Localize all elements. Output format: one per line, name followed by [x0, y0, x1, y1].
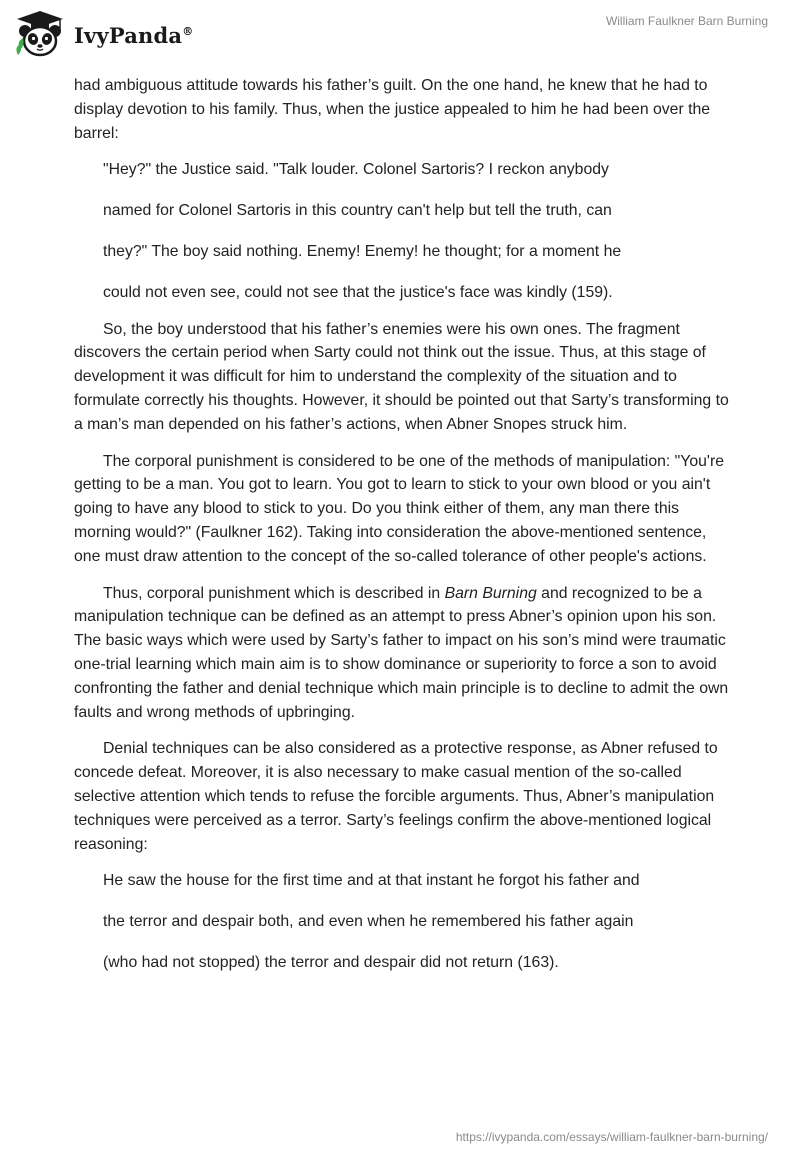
quote-line: He saw the house for the first time and at that instant he forgot his father and [103, 872, 640, 890]
block-quote-1 [74, 158, 734, 304]
brand-name: IvyPanda® [74, 22, 194, 48]
quote-line: "Hey?" the Justice said. "Talk louder. Colonel Sartoris? I reckon anybody [103, 161, 609, 179]
document-title: William Faulkner Barn Burning [605, 14, 768, 28]
paragraph-3: The corporal punishment is considered to be one of the methods of manipulation: "You're getting to be a man. You got to learn. You got to learn to stick to your own blood or you ain't going to have any blood to stick to you. Do you think either of them, any man there this morning would?" (Faulkner 162). Taking into consideration the above-mentioned sentence, one must draw attention to the concept of the so-called tolerance of other people's actions. [74, 452, 724, 565]
panda-graduation-icon [14, 8, 66, 60]
block-quote-2 [74, 869, 734, 974]
quote-line: they?" The boy said nothing. Enemy! Enemy! he thought; for a moment he [103, 242, 622, 260]
essay-content [74, 74, 734, 975]
paragraph-4-text-start: Thus, corporal punishment which is described in [103, 584, 445, 602]
quote-line: the terror and despair both, and even when he remembered his father again [103, 913, 634, 931]
paragraph-4 [74, 582, 734, 725]
paragraph-4-text-end: and recognized to be a manipulation technique can be defined as an attempt to press Abner’s opinion upon his son. The basic ways which were used by Sarty’s father to impact on his son’s mind were traumatic one-trial learning which main aim is to show dominance or superiority to force a son to avoid confronting the father and denial technique which main principle is to decline to admit the own faults and wrong methods of upbringing. [74, 584, 729, 721]
paragraph-1: had ambiguous attitude towards his father’s guilt. On the one hand, he knew that he had to display devotion to his family. Thus, when the justice appealed to him he had been over the barrel: [74, 77, 711, 142]
page-header [0, 0, 800, 70]
quote-line: (who had not stopped) the terror and despair did not return (163). [103, 953, 559, 971]
book-title: Barn Burning [444, 584, 537, 602]
registered-mark: ® [182, 24, 194, 38]
paragraph-2: So, the boy understood that his father’s enemies were his own ones. The fragment discovers the certain period when Sarty could not think out the issue. Thus, at this stage of development it was difficult for him to understand the complexity of the situation and to formulate correctly his thoughts. However, it should be pointed out that Sarty’s transforming to a man’s man depended on his father’s actions, when Abner Snopes struck him. [74, 320, 729, 433]
ivypanda-logo[interactable] [14, 8, 193, 60]
source-url[interactable]: https://ivypanda.com/essays/william-faulkner-barn-burning/ [455, 1130, 768, 1144]
quote-line: named for Colonel Sartoris in this country can't help but tell the truth, can [103, 202, 612, 220]
paragraph-5: Denial techniques can be also considered as a protective response, as Abner refused to concede defeat. Moreover, it is also necessary to make casual mention of the so-called selective attention which tends to refuse the forcible arguments. Thus, Abner’s manipulation techniques were perceived as a terror. Sarty’s feelings confirm the above-mentioned logical reasoning: [74, 740, 718, 853]
quote-line: could not even see, could not see that the justice's face was kindly (159). [103, 283, 613, 301]
